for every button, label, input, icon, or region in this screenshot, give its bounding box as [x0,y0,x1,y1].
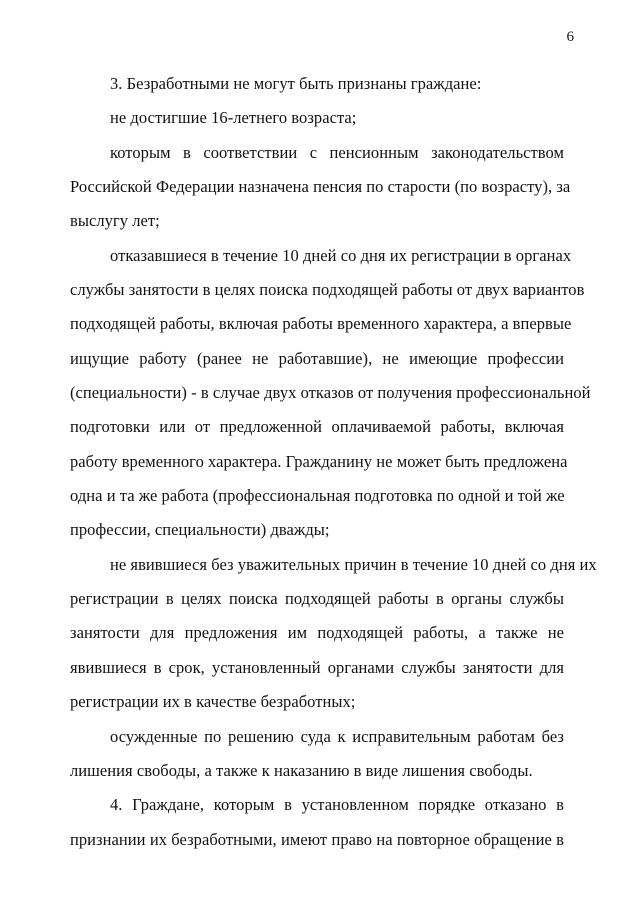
text-line: отказавшиеся в течение 10 дней со дня их регистрации в органах [110,246,572,265]
text-line: ищущие работу (ранее не работавшие), не имеющие профессии [70,349,564,368]
text-line: службы занятости в целях поиска подходящей работы от двух вариантов [70,280,585,299]
text-line: регистрации в целях поиска подходящей работы в органы службы [70,589,564,608]
text-line: которым в соответствии с пенсионным законодательством [110,143,564,162]
page-number: 6 [566,29,574,45]
text-line: явившиеся в срок, установленный органами службы занятости для [70,658,564,677]
text-line: профессии, специальности) дважды; [70,520,330,539]
text-line: не явившиеся без уважительных причин в течение 10 дней со дня их [110,555,597,574]
text-line: выслугу лет; [70,211,160,230]
text-line: Российской Федерации назначена пенсия по старости (по возрасту), за [70,177,571,196]
text-line: подготовки или от предложенной оплачиваемой работы, включая [70,417,564,436]
text-line: 3. Безработными не могут быть признаны граждане: [110,74,482,93]
text-line: признании их безработными, имеют право на повторное обращение в [70,830,564,849]
text-line: (специальности) - в случае двух отказов от получения профессиональной [70,383,591,402]
text-line: работу временного характера. Гражданину не может быть предложена [70,452,568,471]
text-line: осужденные по решению суда к исправительным работам без [110,727,564,746]
text-line: одна и та же работа (профессиональная подготовка по одной и той же [70,486,565,505]
text-line: не достигшие 16-летнего возраста; [110,108,357,127]
text-line: занятости для предложения им подходящей работы, а также не [70,623,564,642]
text-line: лишения свободы, а также к наказанию в виде лишения свободы. [70,761,533,780]
text-line: подходящей работы, включая работы временного характера, а впервые [70,314,572,333]
text-line: 4. Граждане, которым в установленном порядке отказано в [110,795,564,814]
text-line: регистрации их в качестве безработных; [70,692,356,711]
